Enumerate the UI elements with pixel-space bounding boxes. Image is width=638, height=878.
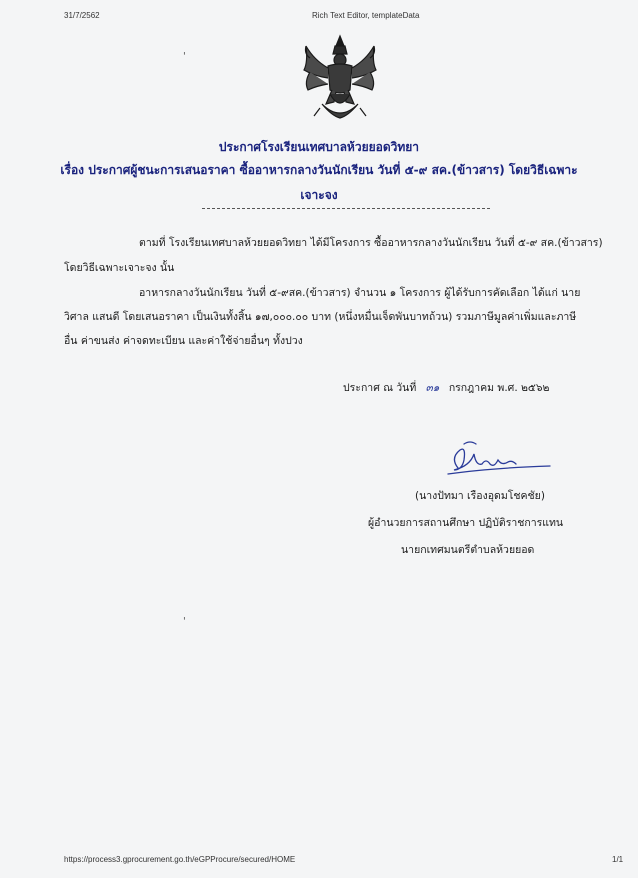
- announcement-month-year: กรกฎาคม พ.ศ. ๒๕๖๒: [448, 382, 550, 394]
- print-date: 31/7/2562: [64, 11, 100, 20]
- announcement-day: ๓๑: [425, 382, 440, 394]
- handwritten-signature: [440, 438, 552, 480]
- print-footer-url: https://process3.gprocurement.go.th/eGPProcure/secured/HOME: [64, 855, 296, 864]
- body-paragraph-2-line-2: วิศาล แสนดี โดยเสนอราคา เป็นเงินทั้งสิ้น ๑๗,๐๐๐.๐๐ บาท (หนึ่งหมื่นเจ็ดพันบาทถ้วน) รวมภาษีมูลค่าเพิ่มและภาษี: [64, 311, 577, 323]
- body-paragraph-1-line-1: ตามที่ โรงเรียนเทศบาลห้วยยอดวิทยา ได้มีโครงการ ซื้ออาหารกลางวันนักเรียน วันที่ ๕-๙ สค.(ข้าวสาร): [139, 237, 603, 249]
- signatory-position: ผู้อำนวยการสถานศึกษา ปฏิบัติราชการแทน: [368, 517, 564, 529]
- announcement-date: [343, 379, 549, 396]
- body-paragraph-2-line-3: อื่น ค่าขนส่ง ค่าจดทะเบียน และค่าใช้จ่ายอื่นๆ ทั้งปวง: [64, 335, 303, 347]
- signatory-name: (นางปัทมา เรืองอุดมโชคชัย): [415, 490, 545, 502]
- body-paragraph-2-line-1: อาหารกลางวันนักเรียน วันที่ ๕-๙สค.(ข้าวสาร) จำนวน ๑ โครงการ ผู้ได้รับการคัดเลือก ได้แก่ นาย: [139, 287, 581, 299]
- signatory-on-behalf: นายกเทศมนตรีตำบลห้วยยอด: [401, 544, 535, 556]
- garuda-emblem-icon: [300, 32, 380, 124]
- announcement-subject: เรื่อง ประกาศผู้ชนะการเสนอราคา ซื้ออาหารกลางวันนักเรียน วันที่ ๕-๙ สค.(ข้าวสาร) โดยวิธีเฉพาะ: [60, 163, 578, 177]
- print-page-number: 1/1: [612, 855, 624, 864]
- announcement-org-title: ประกาศโรงเรียนเทศบาลห้วยยอดวิทยา: [218, 140, 420, 154]
- announcement-subject-cont: เจาะจง: [300, 188, 338, 202]
- print-header-title: Rich Text Editor, templateData: [312, 11, 420, 20]
- stray-mark: ': [183, 51, 186, 62]
- stray-mark: ': [183, 616, 186, 627]
- dashed-divider: [202, 208, 490, 209]
- announcement-date-prefix: ประกาศ ณ วันที่: [343, 382, 417, 394]
- body-paragraph-1-line-2: โดยวิธีเฉพาะเจาะจง นั้น: [64, 262, 175, 274]
